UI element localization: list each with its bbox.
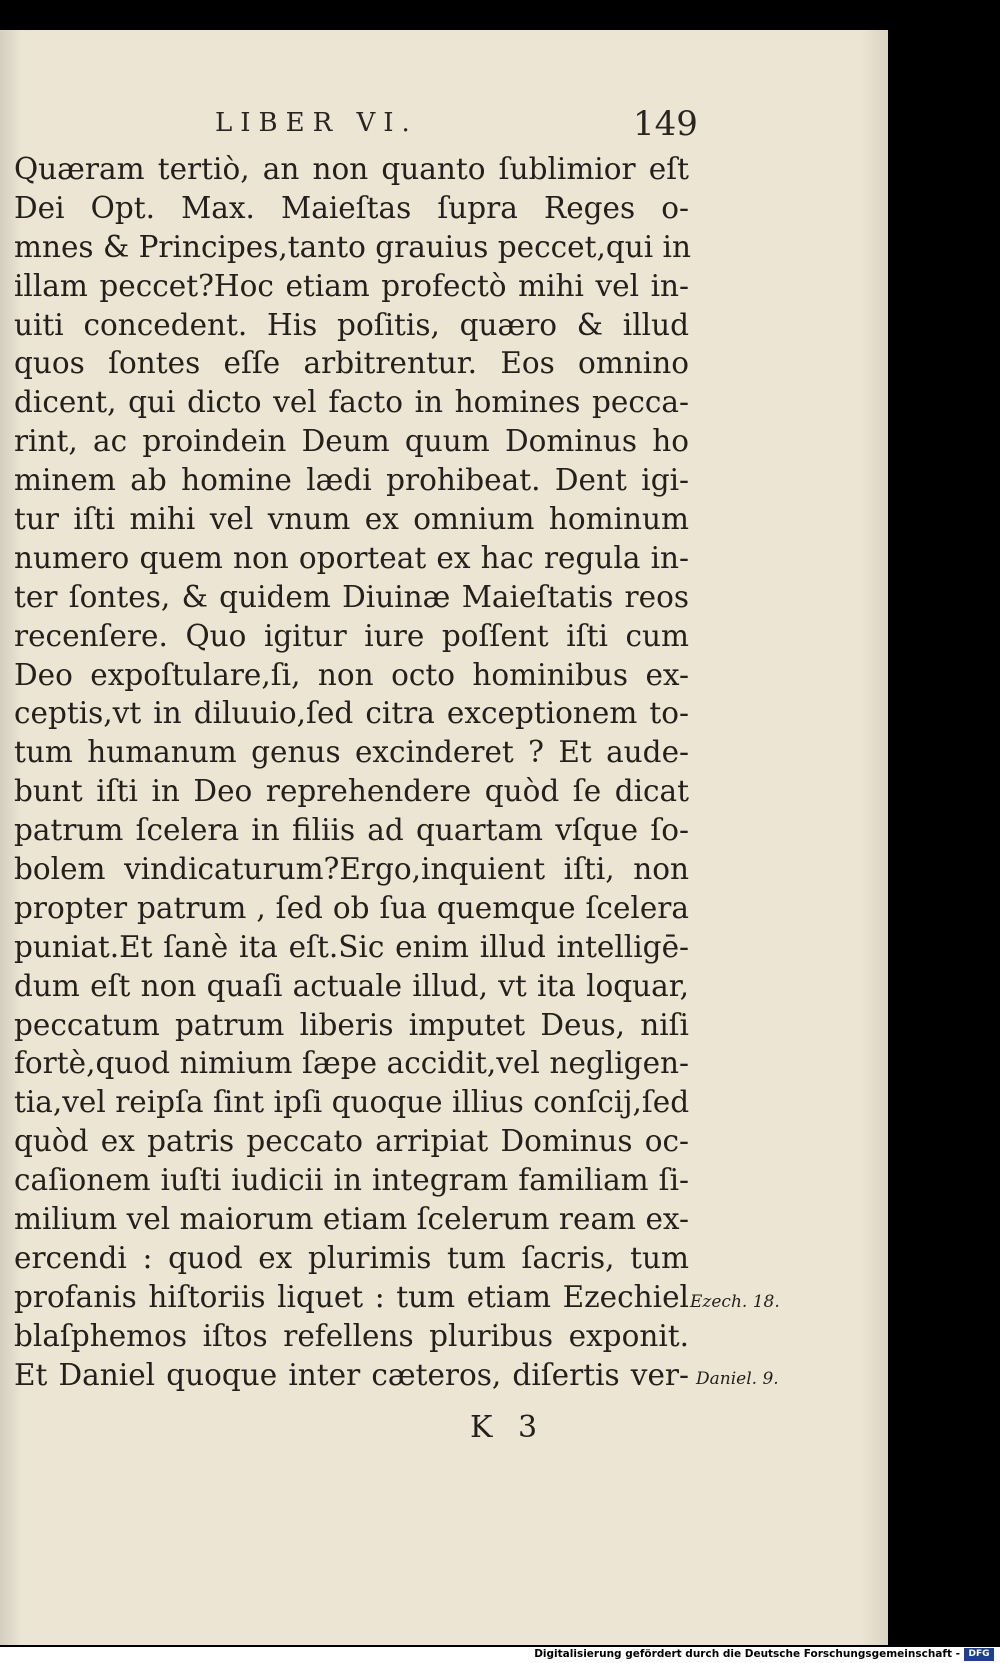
text-line: tia,vel reipſa ſint ipſi quoque illius conſcij,ſed — [14, 1085, 690, 1120]
text-line: ter ſontes, & quidem Diuinæ Maieſtatis reos — [14, 579, 689, 614]
text-line: illam peccet?Hoc etiam profectò mihi vel in- — [14, 268, 689, 303]
text-line: ercendi : quod ex plurimis tum ſacris, tum — [14, 1240, 689, 1275]
dfg-logo: DFG — [964, 1648, 994, 1661]
text-line: mnes & Principes,tanto grauius peccet,qui in — [14, 229, 691, 264]
book-page — [0, 30, 888, 1645]
text-line: profanis hiſtoriis liquet : tum etiam Ezechiel — [14, 1279, 689, 1314]
text-line: milium vel maiorum etiam ſcelerum ream ex- — [14, 1202, 689, 1237]
text-line: Dei Opt. Max. Maieſtas ſupra Reges o- — [14, 190, 689, 225]
text-line: caſionem iuſti iudicii in integram familiam ſi- — [14, 1163, 689, 1198]
text-line: bunt iſti in Deo reprehendere quòd ſe dicat — [14, 774, 689, 809]
signature-mark: K 3 — [470, 1410, 546, 1445]
text-line: patrum ſcelera in filiis ad quartam vſque ſo- — [14, 813, 689, 848]
text-line: minem ab homine lædi prohibeat. Dent igi- — [14, 463, 689, 498]
text-line: quòd ex patris peccato arripiat Dominus oc- — [14, 1124, 689, 1159]
page-number: 149 — [633, 104, 698, 144]
margin-note-ezechiel: Ezech. 18. — [690, 1292, 780, 1312]
text-line: dicent, qui dicto vel facto in homines pecca- — [14, 385, 689, 420]
funding-credit: Digitalisierung gefördert durch die Deutsche Forschungsgemeinschaft - — [534, 1648, 960, 1660]
text-line: Deo expoſtulare,ſi, non octo hominibus ex- — [14, 657, 689, 692]
text-line: ceptis,vt in diluuio,ſed citra exceptionem to- — [14, 696, 689, 731]
text-line: puniat.Et ſanè ita eſt.Sic enim illud intelligē- — [14, 929, 689, 964]
text-line: Quæram tertiò, an non quanto ſublimior eſt — [14, 152, 689, 186]
text-line: rint, ac proindein Deum quum Dominus ho — [14, 424, 689, 459]
text-line: fortè,quod nimium ſæpe accidit,vel negligen- — [14, 1046, 689, 1081]
text-line: blaſphemos iſtos refellens pluribus exponit. — [14, 1318, 689, 1353]
running-title: LIBER VI. — [215, 108, 418, 138]
footer-bar — [0, 1647, 1000, 1663]
text-line: Et Daniel quoque inter cæteros, diſertis ver- — [14, 1357, 689, 1392]
margin-note-daniel: Daniel. 9. — [696, 1369, 779, 1389]
text-line: numero quem non oporteat ex hac regula in- — [14, 540, 689, 575]
running-head — [0, 104, 888, 144]
text-line: tur iſti mihi vel vnum ex omnium hominum — [14, 502, 689, 537]
text-line: quos ſontes eſſe arbitrentur. Eos omnino — [14, 346, 689, 381]
body-text — [14, 150, 689, 1395]
text-line: dum eſt non quaſi actuale illud, vt ita loquar, — [14, 968, 689, 1003]
text-line: bolem vindicaturum?Ergo,inquient iſti, non — [14, 852, 689, 887]
text-line: propter patrum , ſed ob ſua quemque ſcelera — [14, 890, 689, 925]
text-line: peccatum patrum liberis imputet Deus, niſi — [14, 1007, 689, 1042]
text-line: recenſere. Quo igitur iure poſſent iſti cum — [14, 618, 689, 653]
text-line: tum humanum genus excinderet ? Et aude- — [14, 735, 689, 770]
text-line: uiti concedent. His poſitis, quæro & illud — [14, 307, 689, 342]
